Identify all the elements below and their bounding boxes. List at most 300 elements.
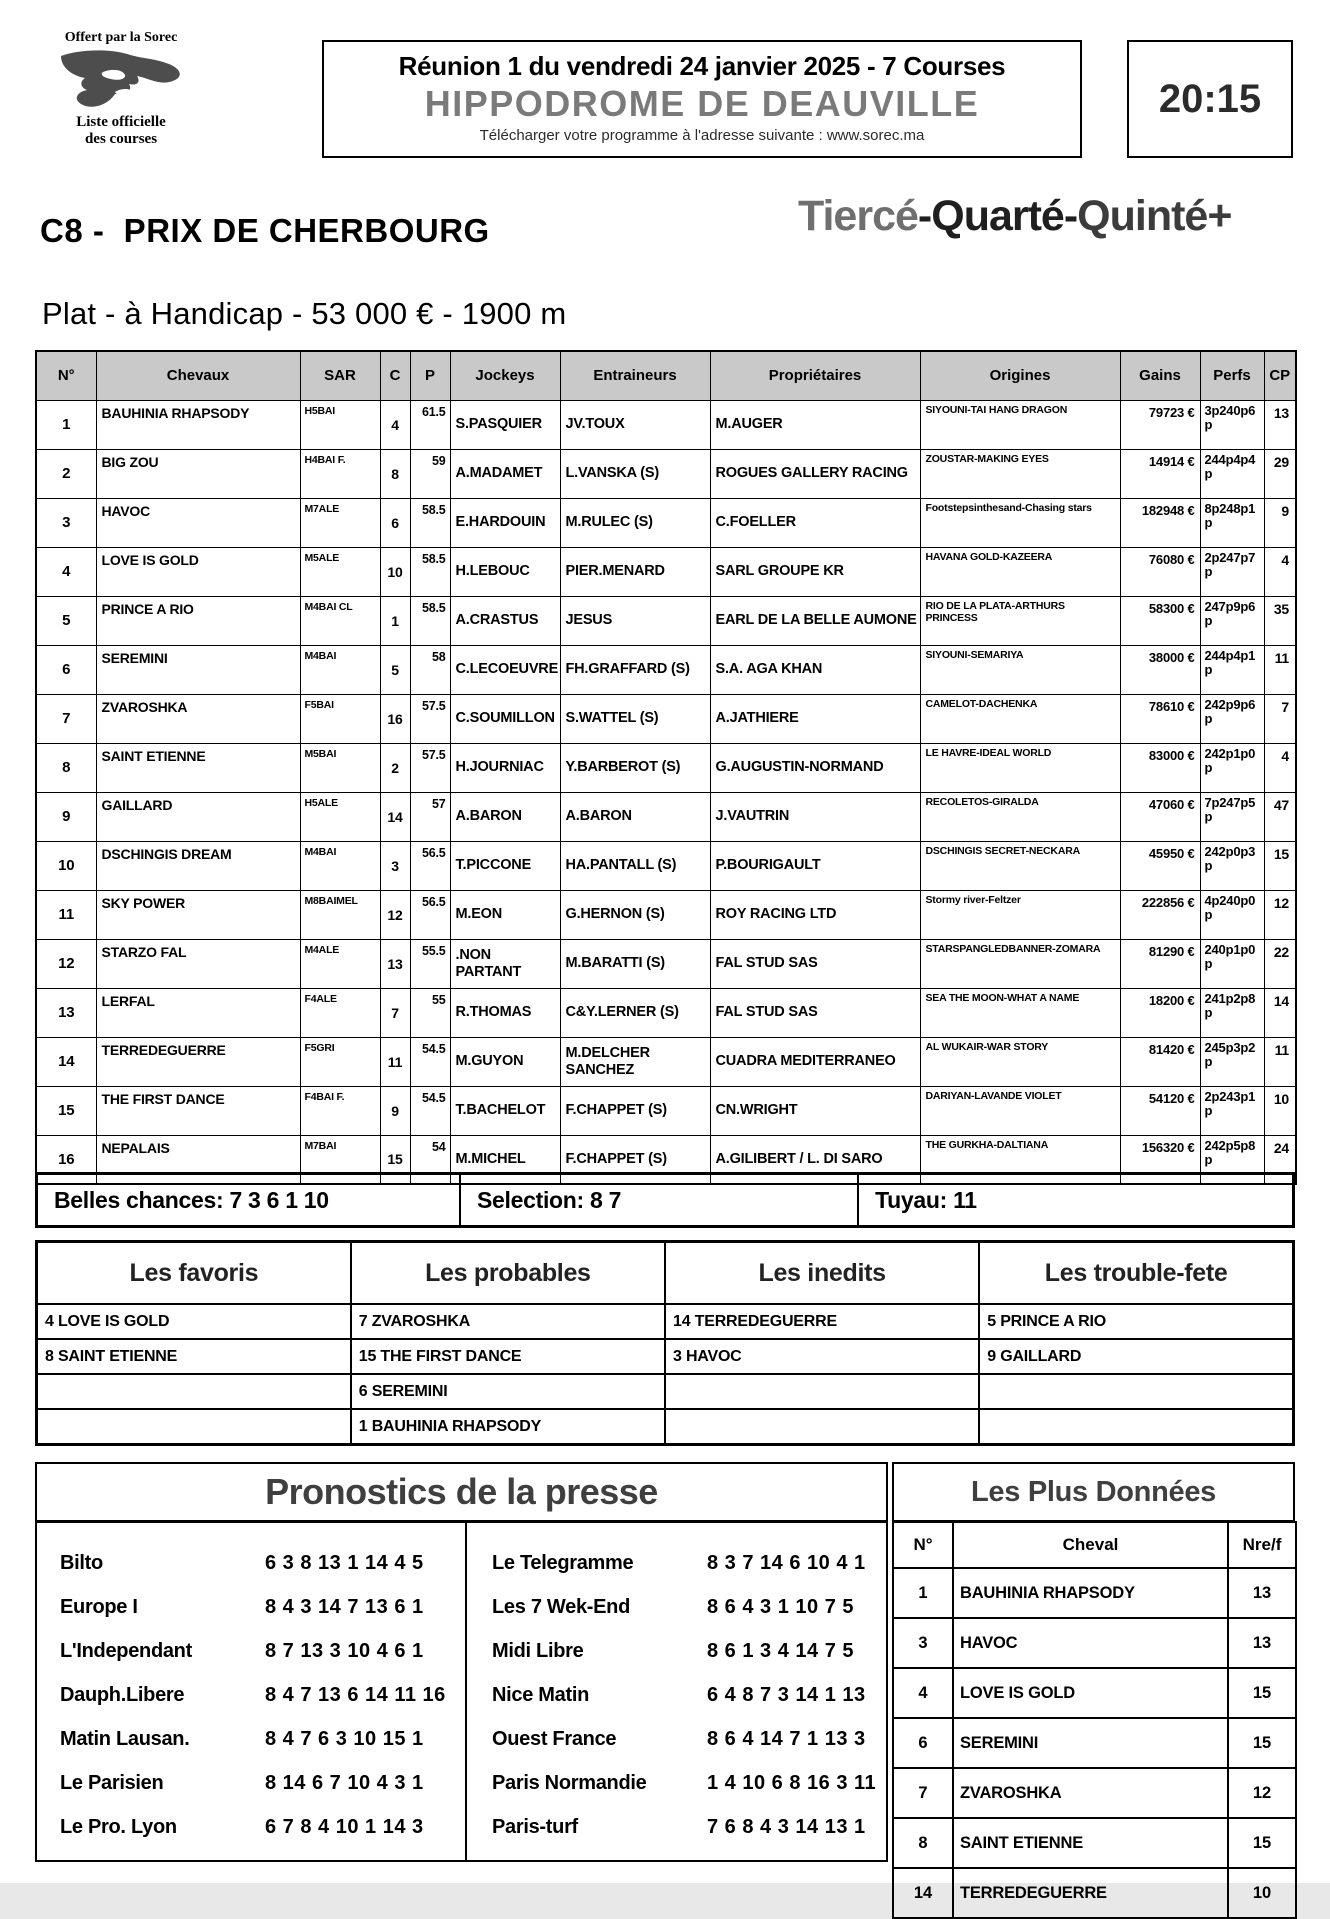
race-conditions: Plat - à Handicap - 53 000 € - 1900 m [42, 296, 567, 331]
runner-horse-name: LOVE IS GOLD [96, 547, 300, 596]
tuyau: Tuyau: 11 [875, 1186, 977, 1213]
analysis-column-title: Les inedits [665, 1242, 979, 1305]
runner-origins: DARIYAN-LAVANDE VIOLET [920, 1086, 1120, 1135]
press-body [35, 1521, 888, 1862]
logo-caption-top: Offert par la Sorec [64, 30, 178, 45]
analysis-row [37, 1409, 1294, 1445]
runner-sar: H5ALE [300, 792, 380, 841]
plus-donnees-number: 3 [893, 1618, 953, 1668]
analysis-column-title: Les trouble-fete [979, 1242, 1293, 1305]
runner-earnings: 79723 € [1120, 400, 1200, 449]
runner-row [36, 498, 1296, 547]
runner-weight: 58.5 [410, 547, 450, 596]
press-row [467, 1805, 886, 1849]
logo-caption-line2: des courses [84, 131, 158, 148]
runner-row [36, 743, 1296, 792]
runner-weight: 55 [410, 988, 450, 1037]
runner-earnings: 58300 € [1120, 596, 1200, 645]
sorec-horse-logo-icon [57, 48, 185, 114]
analysis-table [35, 1240, 1295, 1446]
runner-horse-name: BAUHINIA RHAPSODY [96, 400, 300, 449]
plus-donnees-number: 8 [893, 1818, 953, 1868]
runner-earnings: 76080 € [1120, 547, 1200, 596]
runner-row [36, 547, 1296, 596]
plus-donnees-horse: TERREDEGUERRE [953, 1868, 1228, 1918]
press-source-name: Nice Matin [492, 1683, 590, 1706]
runners-column-header: N° [36, 351, 96, 400]
runner-jockey: T.PICCONE [450, 841, 560, 890]
runner-cp: 4 [1264, 743, 1296, 792]
runner-jockey: A.MADAMET [450, 449, 560, 498]
plus-donnees-row [893, 1568, 1296, 1618]
runner-origins: LE HAVRE-IDEAL WORLD [920, 743, 1120, 792]
runner-earnings: 156320 € [1120, 1135, 1200, 1184]
runner-origins: Stormy river-Feltzer [920, 890, 1120, 939]
press-source-name: L'Independant [60, 1639, 192, 1662]
plus-donnees-title-box [892, 1462, 1295, 1522]
runner-horse-name: BIG ZOU [96, 449, 300, 498]
runner-c: 7 [380, 988, 410, 1037]
runner-c: 8 [380, 449, 410, 498]
runner-origins: THE GURKHA-DALTIANA [920, 1135, 1120, 1184]
runner-number: 13 [36, 988, 96, 1037]
runner-jockey: M.EON [450, 890, 560, 939]
analysis-column-title: Les favoris [37, 1242, 351, 1305]
press-row [467, 1629, 886, 1673]
runner-number: 6 [36, 645, 96, 694]
runner-weight: 61.5 [410, 400, 450, 449]
runner-cp: 7 [1264, 694, 1296, 743]
runner-cp: 11 [1264, 1037, 1296, 1086]
runner-perfs: 4p240p0 p [1200, 890, 1264, 939]
runner-owner: FAL STUD SAS [710, 939, 920, 988]
press-title-box [35, 1462, 888, 1522]
plus-donnees-nref: 15 [1228, 1818, 1296, 1868]
press-picks: 8 14 6 7 10 4 3 1 [265, 1771, 424, 1794]
runner-owner: EARL DE LA BELLE AUMONE [710, 596, 920, 645]
runner-trainer: HA.PANTALL (S) [560, 841, 710, 890]
runner-perfs: 247p9p6 p [1200, 596, 1264, 645]
runner-origins: RECOLETOS-GIRALDA [920, 792, 1120, 841]
runner-origins: STARSPANGLEDBANNER-ZOMARA [920, 939, 1120, 988]
runner-trainer: PIER.MENARD [560, 547, 710, 596]
runner-owner: M.AUGER [710, 400, 920, 449]
runner-origins: Footstepsinthesand-Chasing stars [920, 498, 1120, 547]
runner-owner: FAL STUD SAS [710, 988, 920, 1037]
analysis-item: 4 LOVE IS GOLD [37, 1304, 351, 1339]
runner-cp: 11 [1264, 645, 1296, 694]
plus-donnees-row [893, 1818, 1296, 1868]
runner-c: 10 [380, 547, 410, 596]
analysis-item: 3 HAVOC [665, 1339, 979, 1374]
analysis-item: 9 GAILLARD [979, 1339, 1293, 1374]
runner-horse-name: SAINT ETIENNE [96, 743, 300, 792]
runner-sar: M4BAI [300, 645, 380, 694]
press-row [467, 1585, 886, 1629]
press-row [467, 1717, 886, 1761]
runner-c: 4 [380, 400, 410, 449]
runner-owner: S.A. AGA KHAN [710, 645, 920, 694]
runner-cp: 12 [1264, 890, 1296, 939]
runner-origins: SEA THE MOON-WHAT A NAME [920, 988, 1120, 1037]
runner-trainer: C&Y.LERNER (S) [560, 988, 710, 1037]
press-row [37, 1629, 465, 1673]
runner-perfs: 244p4p1 p [1200, 645, 1264, 694]
runner-sar: M5ALE [300, 547, 380, 596]
plus-donnees-nref: 15 [1228, 1718, 1296, 1768]
plus-donnees-row [893, 1668, 1296, 1718]
runner-weight: 54.5 [410, 1037, 450, 1086]
runner-c: 9 [380, 1086, 410, 1135]
analysis-item: 14 TERREDEGUERRE [665, 1304, 979, 1339]
plus-donnees-nref: 13 [1228, 1618, 1296, 1668]
runner-c: 3 [380, 841, 410, 890]
analysis-column-title: Les probables [351, 1242, 665, 1305]
runner-cp: 24 [1264, 1135, 1296, 1184]
runner-number: 14 [36, 1037, 96, 1086]
press-picks: 8 7 13 3 10 4 6 1 [265, 1639, 424, 1662]
analysis-item [37, 1374, 351, 1409]
press-picks: 8 6 4 14 7 1 13 3 [707, 1727, 866, 1750]
runner-origins: RIO DE LA PLATA-ARTHURS PRINCESS [920, 596, 1120, 645]
runner-owner: ROGUES GALLERY RACING [710, 449, 920, 498]
runner-origins: SIYOUNI-TAI HANG DRAGON [920, 400, 1120, 449]
plus-donnees-nref: 12 [1228, 1768, 1296, 1818]
runner-origins: HAVANA GOLD-KAZEERA [920, 547, 1120, 596]
runner-horse-name: HAVOC [96, 498, 300, 547]
logo-caption-bottom [46, 114, 196, 149]
runner-jockey: M.MICHEL [450, 1135, 560, 1184]
runner-row [36, 596, 1296, 645]
runner-trainer: F.CHAPPET (S) [560, 1135, 710, 1184]
runner-origins: AL WUKAIR-WAR STORY [920, 1037, 1120, 1086]
hippodrome-name: HIPPODROME DE DEAUVILLE [424, 83, 980, 124]
analysis-tbody [37, 1242, 1294, 1445]
runner-sar: M5BAI [300, 743, 380, 792]
runner-cp: 15 [1264, 841, 1296, 890]
selection: Selection: 8 7 [461, 1175, 859, 1225]
plus-donnees-number: 14 [893, 1868, 953, 1918]
runner-sar: M7ALE [300, 498, 380, 547]
plus-donnees-horse: LOVE IS GOLD [953, 1668, 1228, 1718]
runner-horse-name: ZVAROSHKA [96, 694, 300, 743]
runner-row [36, 792, 1296, 841]
runner-row [36, 841, 1296, 890]
runner-earnings: 14914 € [1120, 449, 1200, 498]
press-picks: 8 4 3 14 7 13 6 1 [265, 1595, 424, 1618]
plus-donnees-nref: 15 [1228, 1668, 1296, 1718]
runner-earnings: 222856 € [1120, 890, 1200, 939]
plus-donnees-row [893, 1868, 1296, 1918]
runner-earnings: 18200 € [1120, 988, 1200, 1037]
runner-perfs: 3p240p6 p [1200, 400, 1264, 449]
analysis-item: 7 ZVAROSHKA [351, 1304, 665, 1339]
runners-column-header: C [380, 351, 410, 400]
runner-trainer: M.DELCHER SANCHEZ [560, 1037, 710, 1086]
runner-c: 14 [380, 792, 410, 841]
runners-column-header: Origines [920, 351, 1120, 400]
runner-earnings: 47060 € [1120, 792, 1200, 841]
runner-number: 7 [36, 694, 96, 743]
press-source-name: Europe I [60, 1595, 138, 1618]
runner-number: 3 [36, 498, 96, 547]
plus-donnees-row [893, 1768, 1296, 1818]
runner-sar: F4ALE [300, 988, 380, 1037]
runner-perfs: 2p243p1 p [1200, 1086, 1264, 1135]
bet-quinte: Quinté+ [1077, 192, 1232, 240]
runner-c: 2 [380, 743, 410, 792]
runner-perfs: 242p5p8 p [1200, 1135, 1264, 1184]
runner-perfs: 8p248p1 p [1200, 498, 1264, 547]
plus-donnees-horse: BAUHINIA RHAPSODY [953, 1568, 1228, 1618]
runner-owner: A.JATHIERE [710, 694, 920, 743]
runner-weight: 54.5 [410, 1086, 450, 1135]
runners-tbody [36, 400, 1296, 1184]
runner-sar: M7BAI [300, 1135, 380, 1184]
runner-horse-name: SEREMINI [96, 645, 300, 694]
press-picks: 8 6 1 3 4 14 7 5 [707, 1639, 855, 1662]
runner-jockey: E.HARDOUIN [450, 498, 560, 547]
analysis-item: 8 SAINT ETIENNE [37, 1339, 351, 1374]
runner-origins: SIYOUNI-SEMARIYA [920, 645, 1120, 694]
runner-trainer: A.BARON [560, 792, 710, 841]
plus-donnees-number: 6 [893, 1718, 953, 1768]
runner-jockey: A.BARON [450, 792, 560, 841]
plus-donnees-column-header: N° [893, 1522, 953, 1568]
runner-jockey: .NON PARTANT [450, 939, 560, 988]
meeting-header-box [322, 40, 1082, 158]
press-picks: 6 4 8 7 3 14 1 13 [707, 1683, 866, 1706]
sorec-logo-block [46, 30, 196, 149]
runners-column-header: CP [1264, 351, 1296, 400]
press-row [37, 1805, 465, 1849]
press-column-right [467, 1523, 886, 1860]
runner-owner: CN.WRIGHT [710, 1086, 920, 1135]
press-source-name: Le Telegramme [492, 1551, 634, 1574]
analysis-row [37, 1304, 1294, 1339]
runner-c: 5 [380, 645, 410, 694]
press-picks: 8 4 7 6 3 10 15 1 [265, 1727, 424, 1750]
runner-cp: 29 [1264, 449, 1296, 498]
plus-donnees-table [892, 1521, 1297, 1919]
runners-column-header: Propriétaires [710, 351, 920, 400]
press-title: Pronostics de la presse [265, 1471, 658, 1512]
runner-c: 15 [380, 1135, 410, 1184]
runner-horse-name: LERFAL [96, 988, 300, 1037]
analysis-item [665, 1374, 979, 1409]
runner-number: 4 [36, 547, 96, 596]
plus-donnees-number: 7 [893, 1768, 953, 1818]
runner-weight: 58 [410, 645, 450, 694]
press-picks: 7 6 8 4 3 14 13 1 [707, 1815, 866, 1838]
runner-perfs: 240p1p0 p [1200, 939, 1264, 988]
press-source-name: Matin Lausan. [60, 1727, 190, 1750]
runner-earnings: 81420 € [1120, 1037, 1200, 1086]
plus-donnees-horse: SAINT ETIENNE [953, 1818, 1228, 1868]
press-picks: 6 3 8 13 1 14 4 5 [265, 1551, 424, 1574]
runners-column-header: SAR [300, 351, 380, 400]
press-picks: 1 4 10 6 8 16 3 11 [707, 1771, 877, 1794]
runners-table [35, 350, 1297, 1185]
runner-row [36, 939, 1296, 988]
runner-number: 8 [36, 743, 96, 792]
runner-horse-name: DSCHINGIS DREAM [96, 841, 300, 890]
runner-row [36, 988, 1296, 1037]
runner-jockey: H.JOURNIAC [450, 743, 560, 792]
runner-earnings: 83000 € [1120, 743, 1200, 792]
runner-weight: 59 [410, 449, 450, 498]
runner-earnings: 38000 € [1120, 645, 1200, 694]
runner-perfs: 242p9p6 p [1200, 694, 1264, 743]
runner-number: 12 [36, 939, 96, 988]
runner-cp: 22 [1264, 939, 1296, 988]
press-row [467, 1761, 886, 1805]
plus-donnees-column-header: Nre/f [1228, 1522, 1296, 1568]
runner-sar: H4BAI F. [300, 449, 380, 498]
runner-sar: F5BAI [300, 694, 380, 743]
runner-trainer: Y.BARBEROT (S) [560, 743, 710, 792]
runner-row [36, 1086, 1296, 1135]
runner-perfs: 241p2p8 p [1200, 988, 1264, 1037]
analysis-header-row [37, 1242, 1294, 1305]
runner-perfs: 245p3p2 p [1200, 1037, 1264, 1086]
runner-owner: C.FOELLER [710, 498, 920, 547]
runner-owner: CUADRA MEDITERRANEO [710, 1037, 920, 1086]
plus-donnees-number: 4 [893, 1668, 953, 1718]
press-picks: 6 7 8 4 10 1 14 3 [265, 1815, 424, 1838]
analysis-item: 1 BAUHINIA RHAPSODY [351, 1409, 665, 1445]
runner-number: 9 [36, 792, 96, 841]
runner-trainer: M.BARATTI (S) [560, 939, 710, 988]
analysis-item [665, 1409, 979, 1445]
runner-jockey: A.CRASTUS [450, 596, 560, 645]
runner-row [36, 400, 1296, 449]
runner-sar: M8BAIMEL [300, 890, 380, 939]
runner-weight: 57 [410, 792, 450, 841]
runner-weight: 57.5 [410, 743, 450, 792]
runners-column-header: Gains [1120, 351, 1200, 400]
runner-row [36, 890, 1296, 939]
plus-donnees-row [893, 1718, 1296, 1768]
runner-number: 1 [36, 400, 96, 449]
runner-cp: 13 [1264, 400, 1296, 449]
runner-owner: ROY RACING LTD [710, 890, 920, 939]
plus-donnees-column-header: Cheval [953, 1522, 1228, 1568]
plus-donnees-nref: 10 [1228, 1868, 1296, 1918]
press-source-name: Paris-turf [492, 1815, 578, 1838]
runner-trainer: FH.GRAFFARD (S) [560, 645, 710, 694]
plus-donnees-title: Les Plus Données [971, 1475, 1216, 1508]
runner-number: 16 [36, 1135, 96, 1184]
runner-earnings: 182948 € [1120, 498, 1200, 547]
analysis-item: 5 PRINCE A RIO [979, 1304, 1293, 1339]
press-row [37, 1673, 465, 1717]
runner-horse-name: PRINCE A RIO [96, 596, 300, 645]
runner-trainer: G.HERNON (S) [560, 890, 710, 939]
bet-quarte: -Quarté- [917, 192, 1078, 240]
runner-row [36, 449, 1296, 498]
runner-trainer: S.WATTEL (S) [560, 694, 710, 743]
runner-cp: 35 [1264, 596, 1296, 645]
bet-tierce: Tiercé [798, 192, 918, 240]
runner-perfs: 242p1p0 p [1200, 743, 1264, 792]
runner-earnings: 81290 € [1120, 939, 1200, 988]
runner-owner: SARL GROUPE KR [710, 547, 920, 596]
runner-horse-name: NEPALAIS [96, 1135, 300, 1184]
race-title: C8 - PRIX DE CHERBOURG [40, 212, 490, 249]
press-source-name: Bilto [60, 1551, 103, 1574]
runner-sar: H5BAI [300, 400, 380, 449]
analysis-row [37, 1339, 1294, 1374]
runner-number: 15 [36, 1086, 96, 1135]
runner-cp: 4 [1264, 547, 1296, 596]
runner-weight: 54 [410, 1135, 450, 1184]
press-source-name: Dauph.Libere [60, 1683, 185, 1706]
runner-jockey: C.LECOEUVRE [450, 645, 560, 694]
plus-donnees-horse: HAVOC [953, 1618, 1228, 1668]
runner-row [36, 645, 1296, 694]
runner-c: 11 [380, 1037, 410, 1086]
press-source-name: Le Pro. Lyon [60, 1815, 177, 1838]
analysis-row [37, 1374, 1294, 1409]
runner-jockey: H.LEBOUC [450, 547, 560, 596]
press-row [467, 1541, 886, 1585]
press-picks: 8 6 4 3 1 10 7 5 [707, 1595, 855, 1618]
plus-donnees-header-row [893, 1522, 1296, 1568]
runner-jockey: M.GUYON [450, 1037, 560, 1086]
runner-number: 11 [36, 890, 96, 939]
runner-sar: M4BAI [300, 841, 380, 890]
bet-types-banner [798, 192, 1231, 241]
runner-horse-name: SKY POWER [96, 890, 300, 939]
runner-perfs: 242p0p3 p [1200, 841, 1264, 890]
belles-chances: Belles chances: 7 3 6 1 10 [38, 1175, 461, 1225]
press-source-name: Midi Libre [492, 1639, 584, 1662]
runner-owner: J.VAUTRIN [710, 792, 920, 841]
press-row [37, 1717, 465, 1761]
runner-trainer: L.VANSKA (S) [560, 449, 710, 498]
runner-perfs: 244p4p4 p [1200, 449, 1264, 498]
analysis-item [37, 1409, 351, 1445]
runner-sar: M4ALE [300, 939, 380, 988]
plus-donnees-nref: 13 [1228, 1568, 1296, 1618]
runners-column-header: Perfs [1200, 351, 1264, 400]
runner-perfs: 2p247p7 p [1200, 547, 1264, 596]
press-row [37, 1585, 465, 1629]
runner-origins: DSCHINGIS SECRET-NECKARA [920, 841, 1120, 890]
analysis-item: 15 THE FIRST DANCE [351, 1339, 665, 1374]
runner-trainer: M.RULEC (S) [560, 498, 710, 547]
race-time: 20:15 [1158, 76, 1262, 121]
runner-c: 12 [380, 890, 410, 939]
press-picks: 8 4 7 13 6 14 11 16 [265, 1683, 446, 1706]
runners-column-header: P [410, 351, 450, 400]
runner-weight: 58.5 [410, 596, 450, 645]
runner-cp: 10 [1264, 1086, 1296, 1135]
runner-row [36, 1037, 1296, 1086]
press-source-name: Paris Normandie [492, 1771, 647, 1794]
runner-jockey: C.SOUMILLON [450, 694, 560, 743]
runner-earnings: 45950 € [1120, 841, 1200, 890]
runner-number: 10 [36, 841, 96, 890]
analysis-item [979, 1409, 1293, 1445]
runner-trainer: JESUS [560, 596, 710, 645]
runner-cp: 47 [1264, 792, 1296, 841]
runner-row [36, 694, 1296, 743]
runner-origins: CAMELOT-DACHENKA [920, 694, 1120, 743]
runner-c: 1 [380, 596, 410, 645]
runner-jockey: T.BACHELOT [450, 1086, 560, 1135]
